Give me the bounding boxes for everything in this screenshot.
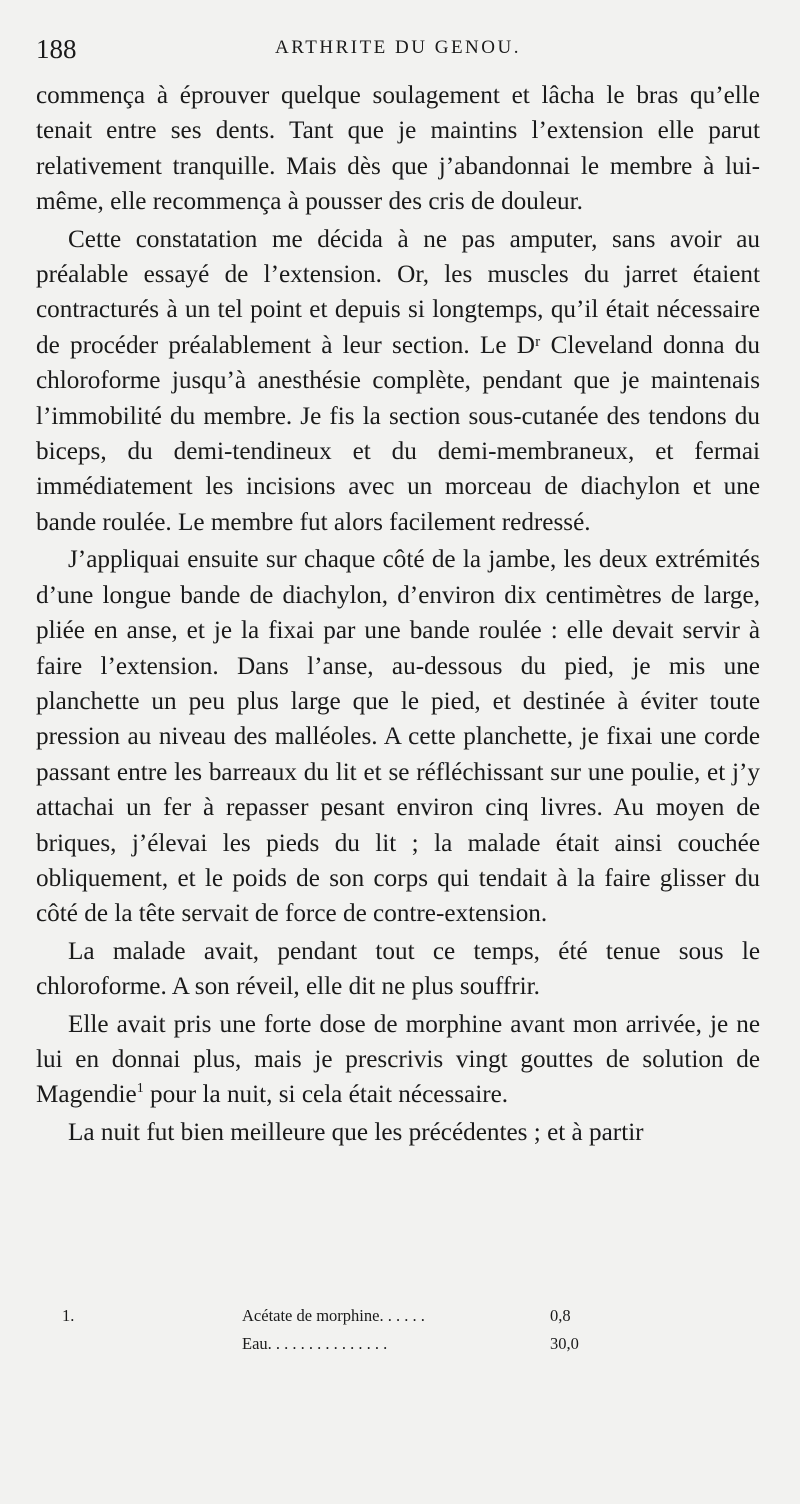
paragraph-continuation: commença à éprouver quelque soulagement et lâcha le bras qu’elle tenait entre ses dents. Tant que je maintins l’extension elle parut relativement tranquille. Mais dès que j’abandonnai le membre à lui-même, elle recommença à pousser des cris de douleur. — [36, 82, 760, 216]
footnote-label: 1. — [62, 1306, 75, 1325]
footnote-reference: 1 — [136, 1081, 144, 1097]
footnote-item: Acétate de morphine. . . . . . — [242, 1306, 425, 1325]
paragraph-decision: Cette constatation me décida à ne pas amputer, sans avoir au préalable essayé de l’extension. Or, les muscles du jarret étaient contracturés à un tel point et depuis si longtemps, qu’il était nécessaire de procéder préalablement à leur section. Le Dʳ Cleveland donna du chloroforme jusqu’à anesthésie complète, pendant que je maintenais l’immobilité du membre. Je fis la section sous-cutanée des tendons du biceps, du demi-tendineux et du demi-membraneux, et fermai immédiatement les incisions avec un morceau de diachylon et une bande roulée. Le membre fut alors facilement redressé. — [36, 225, 760, 536]
paragraph-morphine-tail: pour la nuit, si cela était nécessaire. — [150, 1081, 509, 1109]
paragraph-morphine-text: Elle avait pris une forte dose de morphine avant mon arrivée, je ne lui en donnai plus, mais je prescrivis vingt gouttes de solution de Magendie — [36, 1010, 760, 1109]
footnote-value: 30,0 — [550, 1334, 579, 1353]
footnote-value: 0,8 — [550, 1306, 571, 1325]
page-number: 188 — [36, 34, 77, 64]
paragraph-night: La nuit fut bien meilleure que les précédentes ; et à partir — [68, 1118, 644, 1146]
footnote-row — [62, 1330, 662, 1358]
footnote-item: Eau. . . . . . . . . . . . . . . — [242, 1334, 388, 1353]
paragraph-chloroform: La malade avait, pendant tout ce temps, été tenue sous le chloroforme. A son réveil, elle dit ne plus souffrir. — [36, 937, 760, 1001]
paragraph-extension-setup: J’appliquai ensuite sur chaque côté de la jambe, les deux extrémités d’une longue bande de diachylon, d’environ dix centimètres de large, pliée en anse, et je la fixai par une bande roulée : elle devait servir à faire l’extension. Dans l’anse, au-dessous du pied, je mis une planchette un peu plus large que le pied, et destinée à éviter toute pression au niveau des malléoles. A cette planchette, je fixai une corde passant entre les barreaux du lit et se réfléchissant sur une poulie, et j’y attachai un fer à repasser pesant environ cinq livres. Au moyen de briques, j’élevai les pieds du lit ; la malade était ainsi couchée obliquement, et le poids de son corps qui tendait à la faire glisser du côté de la tête servait de force de contre-extension. — [36, 546, 760, 928]
paragraph-morphine — [36, 1007, 760, 1113]
footnote — [62, 1302, 662, 1358]
body-text — [36, 78, 760, 1150]
running-title: ARTHRITE DU GENOU. — [275, 37, 521, 58]
footnote-row — [62, 1302, 662, 1330]
running-head — [36, 34, 760, 74]
